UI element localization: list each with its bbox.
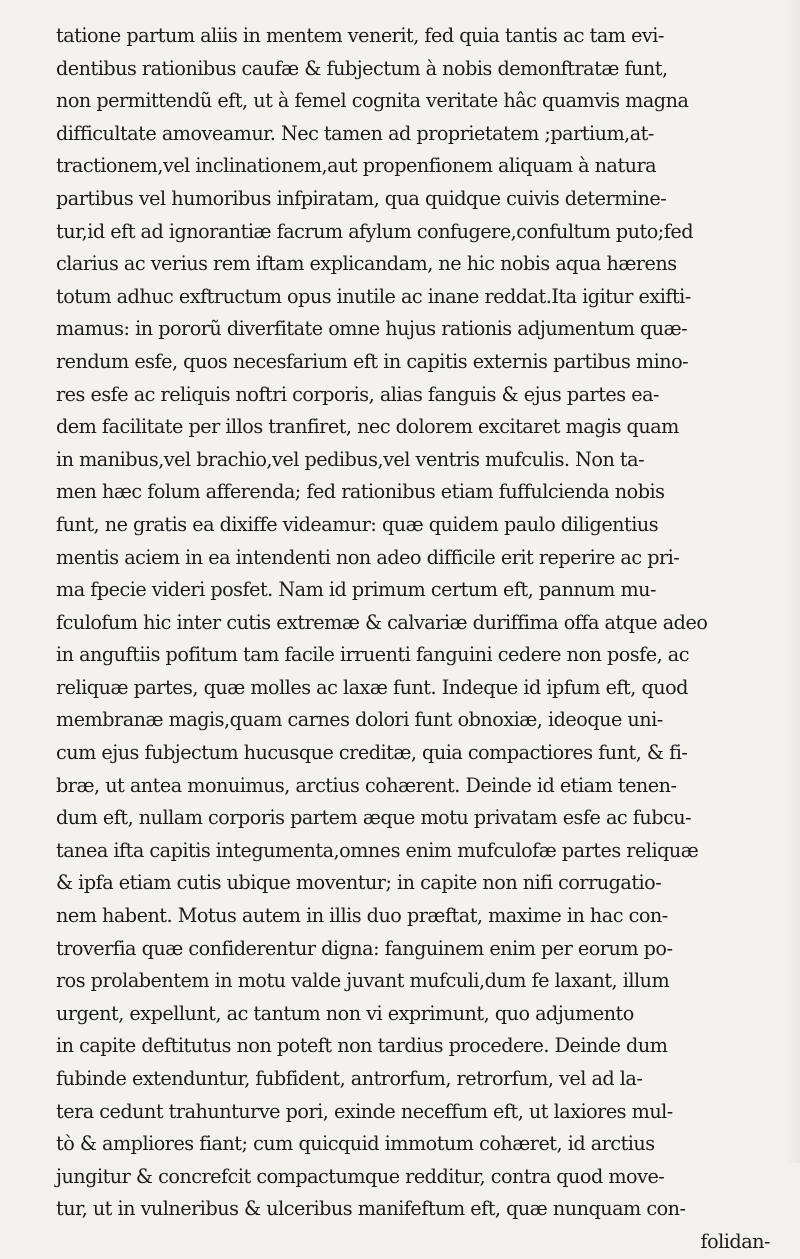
text-line: troverfia quæ confiderentur digna: fanguinem enim per eorum po-	[56, 936, 673, 960]
text-line: ros prolabentem in motu valde juvant mufculi,dum fe laxant, illum	[56, 969, 670, 993]
text-line: tur, ut in vulneribus & ulceribus manifeftum eft, quæ nunquam con-	[56, 1197, 686, 1221]
latin-text-block	[56, 20, 770, 1259]
text-line: tanea ifta capitis integumenta,omnes enim mufculofæ partes reliquæ	[56, 838, 699, 862]
text-line: dentibus rationibus caufæ & fubjectum à nobis demonftratæ funt,	[56, 56, 668, 80]
text-line: tera cedunt trahunturve pori, exinde neceffum eft, ut laxiores mul-	[56, 1099, 673, 1123]
text-line: nem habent. Motus autem in illis duo præftat, maxime in hac con-	[56, 904, 668, 928]
text-line: funt, ne gratis ea dixiffe videamur: quæ quidem paulo diligentius	[56, 512, 659, 536]
text-line: fubinde extenduntur, fubfident, antrorfum, retrorfum, vel ad la-	[56, 1067, 643, 1090]
text-line: in manibus,vel brachio,vel pedibus,vel ventris mufculis. Non ta-	[56, 447, 645, 471]
text-line: membranæ magis,quam carnes dolori funt obnoxiæ, ideoque uni-	[56, 708, 663, 732]
page-edge-shadow	[782, 0, 800, 1163]
text-line: rendum esfe, quos necesfarium eft in capitis externis partibus mino-	[56, 349, 689, 373]
text-line: partibus vel humoribus infpiratam, qua quidque cuivis determine-	[56, 186, 667, 210]
text-line: reliquæ partes, quæ molles ac laxæ funt. Indeque id ipfum eft, quod	[56, 675, 688, 699]
text-line: tò & ampliores fiant; cum quicquid immotum cohæret, id arctius	[56, 1132, 655, 1156]
text-line: ma fpecie videri posfet. Nam id primum certum eft, pannum mu-	[56, 578, 656, 602]
text-line: tur,id eft ad ignorantiæ facrum afylum confugere,confultum puto;fed	[56, 219, 693, 243]
text-line: non permittendũ eft, ut à femel cognita veritate hâc quamvis magna	[56, 89, 689, 113]
text-line: men hæc folum afferenda; fed rationibus etiam fuffulcienda nobis	[56, 480, 665, 504]
text-line: tractionem,vel inclinationem,aut propenfionem aliquam à natura	[56, 154, 657, 178]
text-line: mentis aciem in ea intendenti non adeo difficile erit reperire ac pri-	[56, 545, 680, 569]
text-line: cum ejus fubjectum hucusque creditæ, quia compactiores funt, & fi-	[56, 741, 688, 765]
text-line: clarius ac verius rem iftam explicandam, ne hic nobis aqua hærens	[56, 252, 677, 276]
text-line: tatione partum aliis in mentem venerit, fed quia tantis ac tam evi-	[56, 24, 664, 47]
text-line: totum adhuc exftructum opus inutile ac inane reddat.Ita igitur exifti-	[56, 284, 691, 308]
text-line: urgent, expellunt, ac tantum non vi exprimunt, quo adjumento	[56, 1001, 634, 1025]
text-line: in capite deftitutus non poteft non tardius procedere. Deinde dum	[56, 1034, 668, 1058]
text-line: fculofum hic inter cutis extremæ & calvariæ duriffima offa atque adeo	[56, 610, 708, 634]
text-line: res esfe ac reliquis noftri corporis, alias fanguis & ejus partes ea-	[56, 382, 660, 406]
text-line: difficultate amoveamur. Nec tamen ad proprietatem ;partium,at-	[56, 121, 654, 145]
text-line: jungitur & concrefcit compactumque redditur, contra quod move-	[56, 1164, 665, 1188]
catchword: folidan-	[700, 1229, 770, 1253]
text-line: in anguftiis pofitum tam facile irruenti fanguini cedere non posfe, ac	[56, 643, 689, 667]
text-line: mamus: in pororũ diverfitate omne hujus rationis adjumentum quæ-	[56, 317, 688, 341]
text-line: bræ, ut antea monuimus, arctius cohærent. Deinde id etiam tenen-	[56, 773, 677, 797]
text-line: & ipfa etiam cutis ubique moventur; in capite non nifi corrugatio-	[56, 871, 662, 895]
text-line: dum eft, nullam corporis partem æque motu privatam esfe ac fubcu-	[56, 806, 692, 830]
text-line: dem facilitate per illos tranfiret, nec dolorem excitaret magis quam	[56, 415, 679, 439]
